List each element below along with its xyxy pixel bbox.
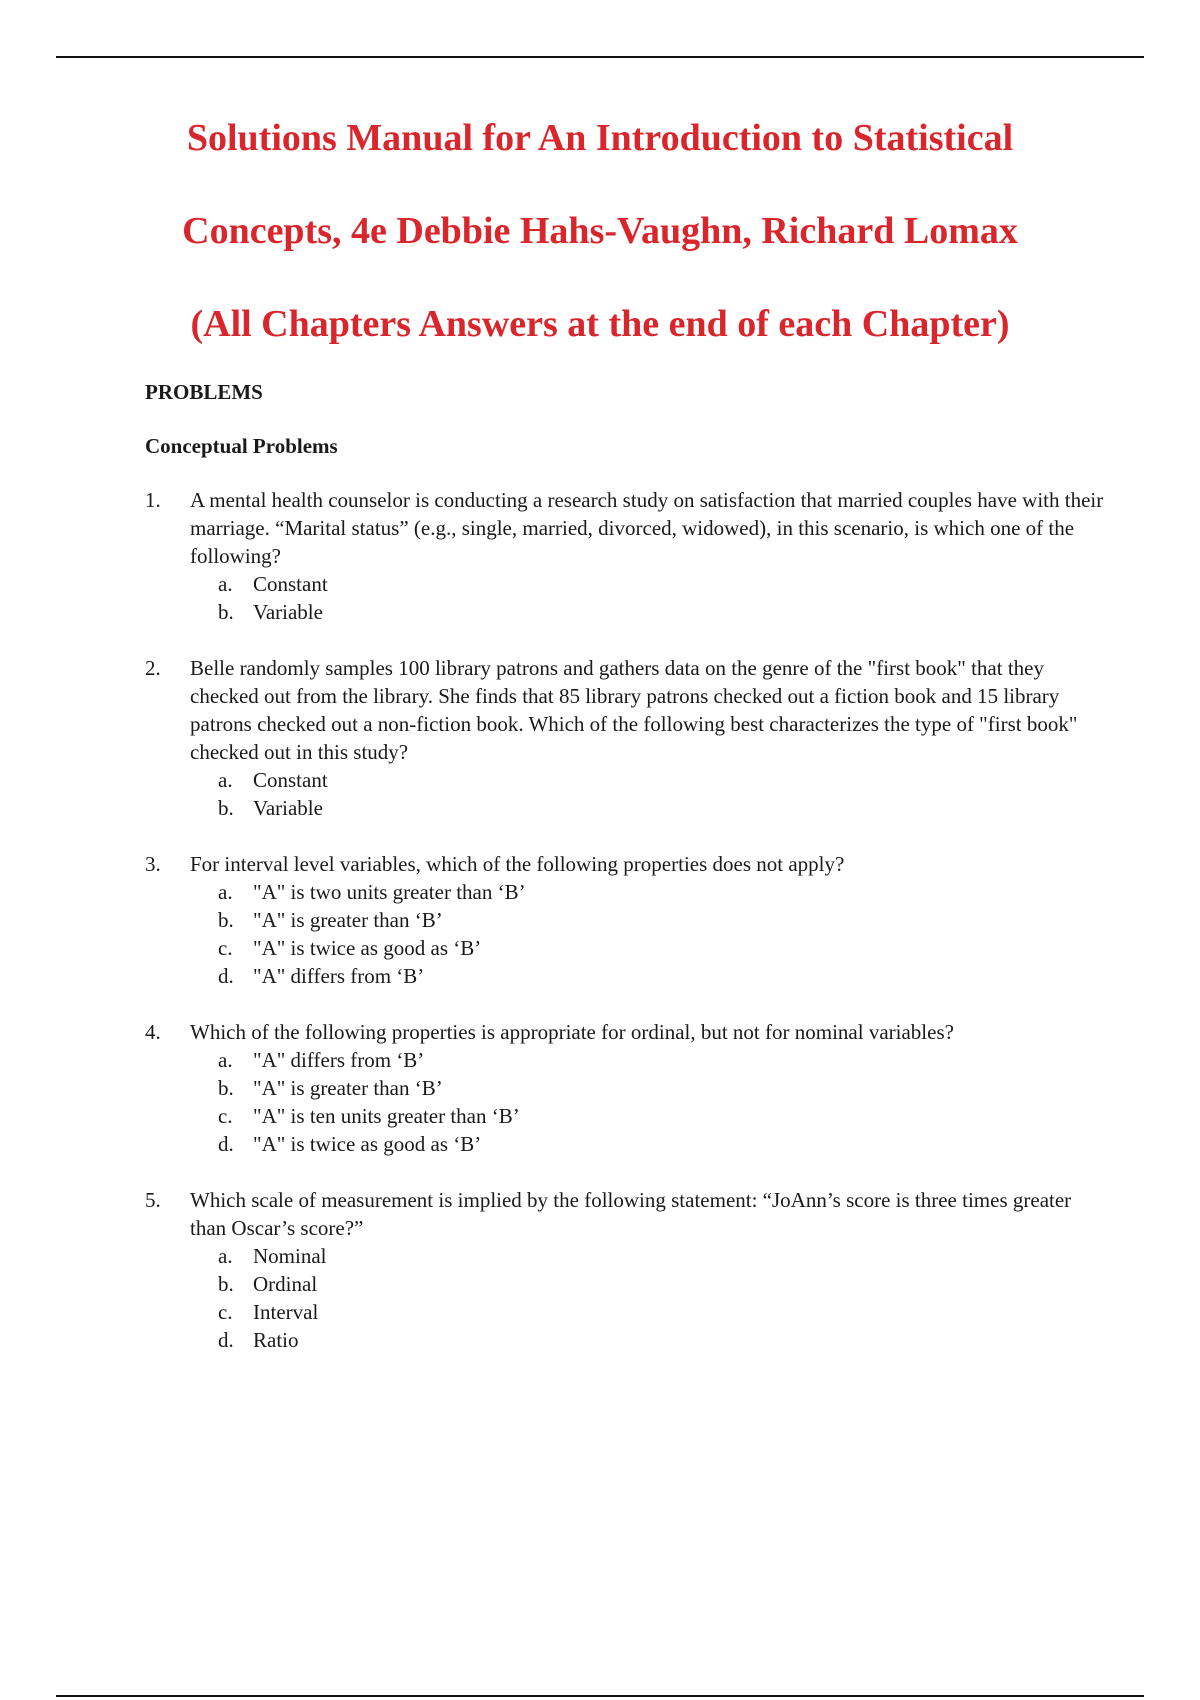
option-text: "A" is ten units greater than ‘B’ [253, 1104, 520, 1128]
question-1 [145, 486, 1105, 626]
option-list [190, 1242, 1105, 1354]
option-item [218, 906, 1105, 934]
option-letter: b. [218, 796, 234, 820]
option-letter: c. [218, 1300, 233, 1324]
option-text: "A" is greater than ‘B’ [253, 908, 443, 932]
question-body [190, 1018, 1105, 1158]
option-text: "A" is twice as good as ‘B’ [253, 1132, 482, 1156]
option-letter: b. [218, 1272, 234, 1296]
top-rule [56, 56, 1144, 58]
question-number: 2. [145, 656, 161, 680]
question-number: 4. [145, 1020, 161, 1044]
question-text: Which scale of measurement is implied by the following statement: “JoAnn’s score is three times greater than Oscar’s score?” [190, 1188, 1072, 1240]
option-item [218, 962, 1105, 990]
option-item [218, 794, 1105, 822]
title-line: Concepts, 4e Debbie Hahs-Vaughn, Richard Lomax [182, 210, 1018, 252]
option-item [218, 1242, 1105, 1270]
subsection-heading: Conceptual Problems [145, 434, 338, 458]
option-text: "A" differs from ‘B’ [253, 1048, 425, 1072]
option-item [218, 766, 1105, 794]
option-list [190, 766, 1105, 822]
option-item [218, 1074, 1105, 1102]
option-letter: a. [218, 1244, 233, 1268]
option-item [218, 1270, 1105, 1298]
option-text: Ratio [253, 1328, 299, 1352]
question-2 [145, 654, 1105, 822]
option-text: Ordinal [253, 1272, 318, 1296]
option-list [190, 1046, 1105, 1158]
option-letter: a. [218, 572, 233, 596]
document-title [60, 92, 1140, 371]
option-item [218, 1130, 1105, 1158]
question-4 [145, 1018, 1105, 1158]
option-item [218, 1298, 1105, 1326]
option-text: "A" is two units greater than ‘B’ [253, 880, 526, 904]
section-heading: PROBLEMS [145, 380, 263, 404]
question-text: Which of the following properties is appropriate for ordinal, but not for nominal variables? [190, 1020, 954, 1044]
option-letter: a. [218, 768, 233, 792]
question-text: A mental health counselor is conducting a research study on satisfaction that married couples have with their marriage. “Marital status” (e.g., single, married, divorced, widowed), in this scenario, is which one of the following? [190, 488, 1104, 568]
question-body [190, 654, 1105, 822]
question-body [190, 850, 1105, 990]
question-number: 3. [145, 852, 161, 876]
option-text: Interval [253, 1300, 319, 1324]
option-letter: a. [218, 880, 233, 904]
question-text: For interval level variables, which of the following properties does not apply? [190, 852, 845, 876]
option-list [190, 878, 1105, 990]
option-letter: d. [218, 964, 234, 988]
bottom-rule [56, 1695, 1144, 1697]
option-letter: c. [218, 936, 233, 960]
question-text: Belle randomly samples 100 library patrons and gathers data on the genre of the "first book" that they checked out from the library. She finds that 85 library patrons checked out a fiction book and 15 library patrons checked out a non-fiction book. Which of the following best characterizes the type of "first book" checked out in this study? [190, 656, 1078, 764]
option-item [218, 934, 1105, 962]
option-letter: b. [218, 908, 234, 932]
option-item [218, 1046, 1105, 1074]
option-letter: b. [218, 1076, 234, 1100]
option-letter: c. [218, 1104, 233, 1128]
option-text: Constant [253, 768, 328, 792]
option-letter: a. [218, 1048, 233, 1072]
option-text: Nominal [253, 1244, 327, 1268]
option-text: Variable [253, 600, 323, 624]
question-body [190, 486, 1105, 626]
option-text: "A" is twice as good as ‘B’ [253, 936, 482, 960]
option-letter: b. [218, 600, 234, 624]
title-line: (All Chapters Answers at the end of each Chapter) [190, 303, 1010, 345]
question-list [145, 486, 1105, 1354]
option-text: "A" is greater than ‘B’ [253, 1076, 443, 1100]
option-list [190, 570, 1105, 626]
question-3 [145, 850, 1105, 990]
option-item [218, 570, 1105, 598]
option-item [218, 1102, 1105, 1130]
option-letter: d. [218, 1328, 234, 1352]
question-body [190, 1186, 1105, 1354]
option-item [218, 878, 1105, 906]
option-letter: d. [218, 1132, 234, 1156]
option-text: "A" differs from ‘B’ [253, 964, 425, 988]
option-text: Constant [253, 572, 328, 596]
question-number: 5. [145, 1188, 161, 1212]
option-item [218, 1326, 1105, 1354]
title-line: Solutions Manual for An Introduction to Statistical [186, 117, 1014, 159]
question-number: 1. [145, 488, 161, 512]
document-body [145, 378, 1105, 1382]
question-5 [145, 1186, 1105, 1354]
option-text: Variable [253, 796, 323, 820]
option-item [218, 598, 1105, 626]
